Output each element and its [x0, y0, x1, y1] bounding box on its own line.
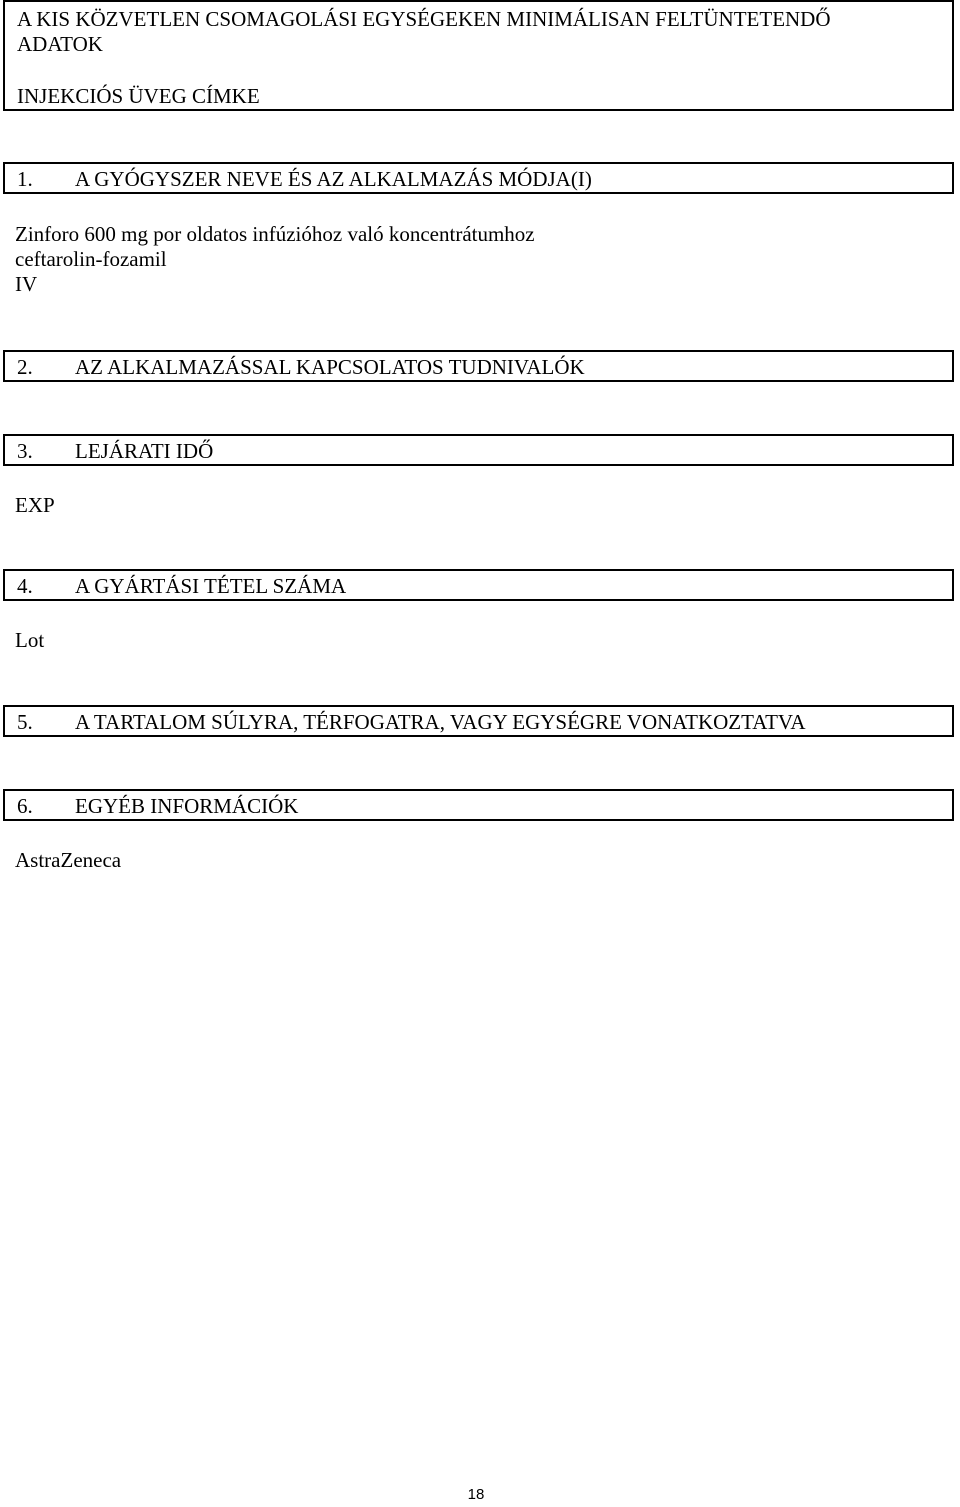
- section-5-number: 5.: [17, 710, 33, 734]
- section-2-title: AZ ALKALMAZÁSSAL KAPCSOLATOS TUDNIVALÓK: [75, 355, 585, 379]
- section-5-title: A TARTALOM SÚLYRA, TÉRFOGATRA, VAGY EGYSÉGRE VONATKOZTATVA: [75, 710, 806, 734]
- header-box: [3, 0, 954, 111]
- page-number: 18: [467, 1486, 485, 1503]
- manufacturer-name: AstraZeneca: [15, 848, 122, 872]
- section-3-number: 3.: [17, 439, 33, 463]
- section-6-number: 6.: [17, 794, 33, 818]
- header-title-line-1: A KIS KÖZVETLEN CSOMAGOLÁSI EGYSÉGEKEN MINIMÁLISAN FELTÜNTETENDŐ: [17, 7, 831, 31]
- section-6-heading: [3, 789, 954, 821]
- lot-label: Lot: [15, 628, 45, 652]
- route-of-administration: IV: [15, 272, 38, 296]
- section-1-number: 1.: [17, 167, 33, 191]
- section-1-heading: [3, 162, 954, 194]
- section-6-title: EGYÉB INFORMÁCIÓK: [75, 794, 299, 818]
- section-2-number: 2.: [17, 355, 33, 379]
- section-3-heading: [3, 434, 954, 466]
- header-title-line-2: ADATOK: [17, 32, 103, 56]
- header-subtitle: INJEKCIÓS ÜVEG CÍMKE: [17, 84, 260, 108]
- section-2-heading: [3, 350, 954, 382]
- expiry-label: EXP: [15, 493, 55, 517]
- section-4-heading: [3, 569, 954, 601]
- section-4-number: 4.: [17, 574, 33, 598]
- section-5-heading: [3, 705, 954, 737]
- active-substance: ceftarolin-fozamil: [15, 247, 167, 271]
- product-name: Zinforo 600 mg por oldatos infúzióhoz való koncentrátumhoz: [15, 222, 535, 246]
- section-1-title: A GYÓGYSZER NEVE ÉS AZ ALKALMAZÁS MÓDJA(I): [75, 167, 592, 191]
- section-4-title: A GYÁRTÁSI TÉTEL SZÁMA: [75, 574, 347, 598]
- section-3-title: LEJÁRATI IDŐ: [75, 439, 214, 463]
